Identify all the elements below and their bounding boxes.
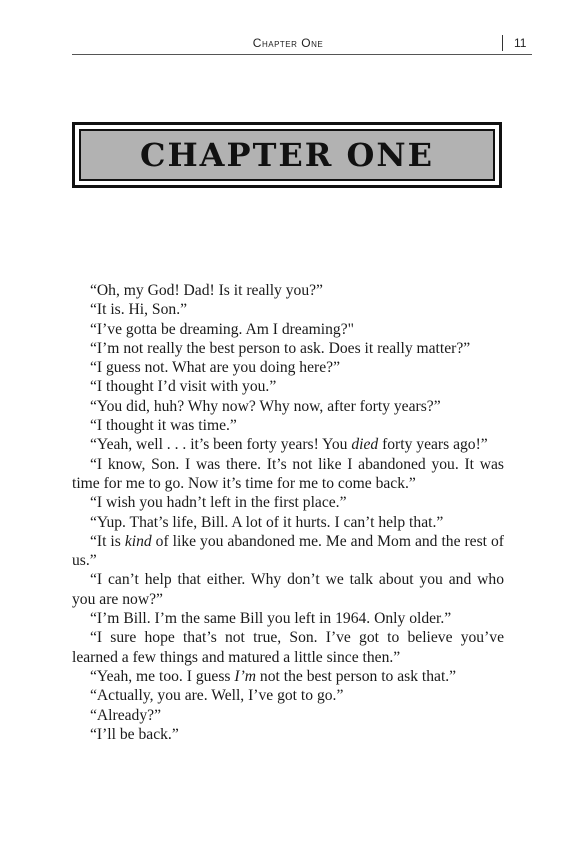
paragraph <box>72 281 504 300</box>
paragraph <box>72 667 504 686</box>
italic-text: I’m <box>234 667 257 685</box>
text-run: “It is. Hi, Son.” <box>90 301 188 319</box>
paragraph <box>72 397 504 416</box>
text-run: “I’ll be back.” <box>90 725 179 743</box>
paragraph <box>72 493 504 512</box>
text-run: “I’m Bill. I’m the same Bill you left in 1964. Only older.” <box>90 610 452 628</box>
text-run: “I’ve gotta be dreaming. Am I dreaming?" <box>90 320 354 338</box>
text-run: “I can’t help that either. Why don’t we talk about you and who you are now?” <box>72 571 504 608</box>
paragraph <box>72 686 504 705</box>
text-run: forty years ago!” <box>378 436 488 454</box>
paragraph <box>72 532 504 571</box>
paragraph <box>72 320 504 339</box>
header-divider <box>502 35 503 51</box>
text-run: “I thought it was time.” <box>90 417 237 435</box>
paragraph <box>72 435 504 454</box>
text-run: not the best person to ask that.” <box>256 667 457 685</box>
italic-text: kind <box>124 532 152 550</box>
running-header <box>72 34 532 55</box>
text-run: “Yup. That’s life, Bill. A lot of it hurts. I can’t help that.” <box>90 513 444 531</box>
text-run: “Actually, you are. Well, I’ve got to go.” <box>90 687 344 705</box>
chapter-heading: CHAPTER ONE <box>139 136 435 174</box>
paragraph <box>72 416 504 435</box>
text-run: “I’m not really the best person to ask. Does it really matter?” <box>90 339 471 357</box>
paragraph <box>72 725 504 744</box>
text-run: “Yeah, me too. I guess <box>90 667 235 685</box>
chapter-title-frame <box>72 122 502 188</box>
text-run: “It is <box>90 532 125 550</box>
paragraph <box>72 377 504 396</box>
paragraph <box>72 300 504 319</box>
body-text <box>72 281 504 744</box>
paragraph <box>72 628 504 667</box>
paragraph <box>72 455 504 494</box>
text-run: “I wish you hadn’t left in the first place.” <box>90 494 347 512</box>
chapter-title-banner <box>79 129 495 181</box>
italic-text: died <box>351 436 379 454</box>
text-run: of like you abandoned me. Me and Mom and the rest of us.” <box>72 532 504 570</box>
text-run: “I know, Son. I was there. It’s not like I abandoned you. It was time for me to go. Now it’s time for me to come back.” <box>72 455 504 492</box>
text-run: “I guess not. What are you doing here?” <box>90 359 340 377</box>
paragraph <box>72 358 504 377</box>
text-run: “Yeah, well . . . it’s been forty years! You <box>90 436 352 454</box>
text-run: “Oh, my God! Dad! Is it really you?” <box>90 282 323 299</box>
paragraph <box>72 513 504 532</box>
text-run: “I thought I’d visit with you.” <box>90 378 277 396</box>
text-run: “I sure hope that’s not true, Son. I’ve got to believe you’ve learned a few things and matured a little since then.” <box>72 629 504 666</box>
paragraph <box>72 706 504 725</box>
running-title: Chapter One <box>252 36 324 50</box>
paragraph <box>72 570 504 609</box>
paragraph <box>72 609 504 628</box>
text-run: “You did, huh? Why now? Why now, after forty years?” <box>90 397 441 415</box>
page-number: 11 <box>514 36 527 50</box>
paragraph <box>72 339 504 358</box>
text-run: “Already?” <box>90 706 161 724</box>
